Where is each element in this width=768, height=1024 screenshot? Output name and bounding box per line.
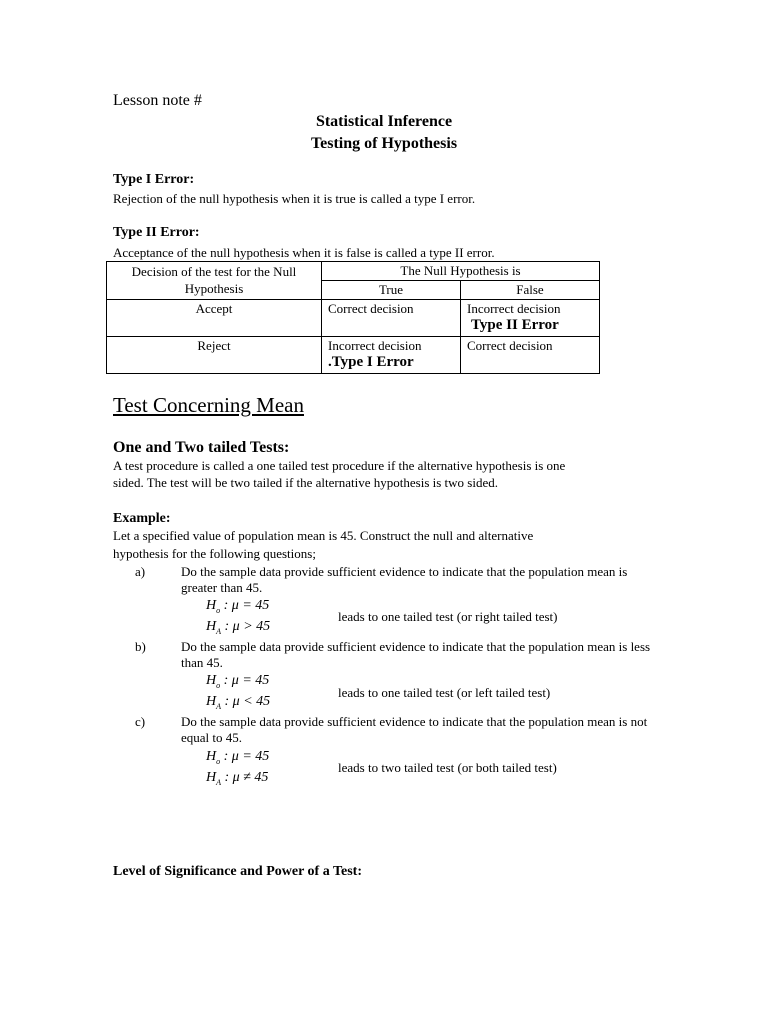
table-cell-false <box>461 337 600 374</box>
footer-heading: Level of Significance and Power of a Test: <box>113 864 363 879</box>
document-title: Statistical Inference <box>315 113 453 130</box>
cell-text: Correct decision <box>328 301 414 316</box>
item-question: Do the sample data provide sufficient evidence to indicate that the population mean is less than 45. <box>181 639 651 670</box>
item-label: b) <box>135 639 146 654</box>
section-title: Test Concerning Mean <box>113 393 304 417</box>
null-hypothesis <box>206 598 269 615</box>
null-hypothesis <box>206 673 269 690</box>
cell-text: Incorrect decision <box>467 301 561 316</box>
h-subscript: A <box>216 626 222 636</box>
h-subscript: o <box>216 756 221 766</box>
h-symbol: H <box>206 749 217 764</box>
item-question: Do the sample data provide sufficient evidence to indicate that the population mean is not equal to 45. <box>181 714 648 745</box>
h-relation: : μ ≠ 45 <box>221 770 269 785</box>
table-col-false: False <box>461 281 600 300</box>
section-paragraph-line2: sided. The test will be two tailed if the alternative hypothesis is two sided. <box>113 475 498 490</box>
table-cell-true <box>322 300 461 337</box>
h-relation: : μ = 45 <box>220 598 270 613</box>
error-table <box>106 261 600 374</box>
h-relation: : μ > 45 <box>221 619 271 634</box>
section-subheading: One and Two tailed Tests: <box>113 439 290 456</box>
tail-note: leads to one tailed test (or left tailed test) <box>338 685 551 700</box>
table-cell-decision: Reject <box>107 337 322 374</box>
h-relation: : μ = 45 <box>220 673 270 688</box>
table-cell-false <box>461 300 600 337</box>
type1-heading: Type I Error: <box>113 172 195 187</box>
example-intro-line2: hypothesis for the following questions; <box>113 546 316 561</box>
table-row <box>107 300 600 337</box>
tail-note: leads to two tailed test (or both tailed test) <box>338 760 557 775</box>
type2-error-label: Type II Error <box>471 317 559 333</box>
table-corner-header: Decision of the test for the Null Hypothesis <box>107 262 322 300</box>
item-question: Do the sample data provide sufficient evidence to indicate that the population mean is greater than 45. <box>181 564 628 595</box>
h-symbol: H <box>206 770 217 785</box>
cell-text: Correct decision <box>467 338 553 353</box>
table-cell-decision: Accept <box>107 300 322 337</box>
table-cell-true <box>322 337 461 374</box>
h-symbol: H <box>206 673 217 688</box>
tail-note: leads to one tailed test (or right tailed test) <box>338 609 558 624</box>
h-relation: : μ = 45 <box>220 749 270 764</box>
cell-text: Incorrect decision <box>328 338 422 353</box>
alternative-hypothesis <box>206 619 270 636</box>
document-subtitle: Testing of Hypothesis <box>310 135 458 152</box>
table-row <box>107 337 600 374</box>
alternative-hypothesis <box>206 770 268 787</box>
h-symbol: H <box>206 694 217 709</box>
table-group-header: The Null Hypothesis is <box>322 262 600 281</box>
type2-text: Acceptance of the null hypothesis when it is false is called a type II error. <box>113 245 495 260</box>
type2-heading: Type II Error: <box>113 225 200 240</box>
type1-error-label: .Type I Error <box>328 354 414 370</box>
section-paragraph-line1: A test procedure is called a one tailed test procedure if the alternative hypothesis is one <box>113 458 566 473</box>
example-intro-line1: Let a specified value of population mean is 45. Construct the null and alternative <box>113 528 534 543</box>
h-subscript: A <box>216 701 222 711</box>
table-col-true: True <box>322 281 461 300</box>
alternative-hypothesis <box>206 694 270 711</box>
h-relation: : μ < 45 <box>221 694 271 709</box>
lesson-note-label: Lesson note # <box>113 92 202 109</box>
item-label: c) <box>135 714 146 729</box>
h-subscript: o <box>216 605 221 615</box>
item-label: a) <box>135 564 146 579</box>
h-subscript: o <box>216 680 221 690</box>
h-subscript: A <box>216 777 222 787</box>
h-symbol: H <box>206 619 217 634</box>
type1-text: Rejection of the null hypothesis when it is true is called a type I error. <box>113 191 476 206</box>
h-symbol: H <box>206 598 217 613</box>
example-heading: Example: <box>113 511 171 526</box>
null-hypothesis <box>206 749 269 766</box>
